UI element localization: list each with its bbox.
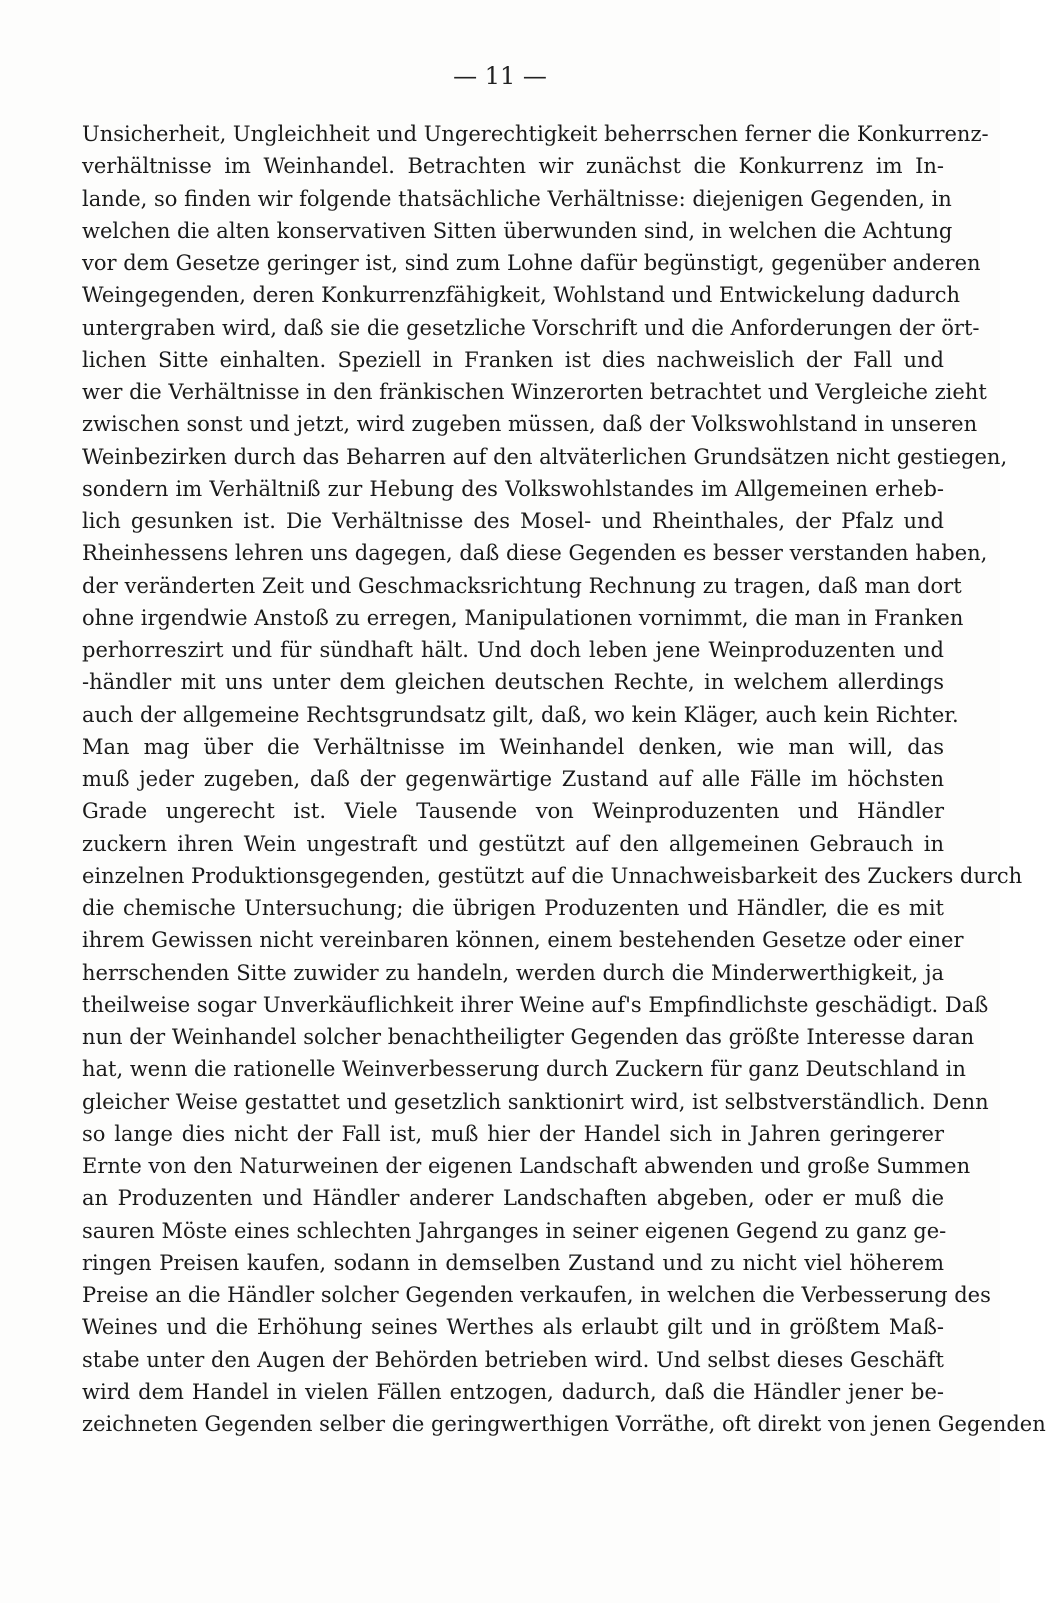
text-line: untergraben wird, daß sie die gesetzliche Vorschrift und die Anforderungen der ört- <box>82 315 980 340</box>
text-line: Weines und die Erhöhung seines Werthes als erlaubt gilt und in größtem Maß- <box>82 1315 944 1340</box>
text-line: welchen die alten konservativen Sitten überwunden sind, in welchen die Achtung <box>82 218 953 243</box>
text-line: lichen Sitte einhalten. Speziell in Franken ist dies nachweislich der Fall und <box>82 347 944 372</box>
text-line: zuckern ihren Wein ungestraft und gestützt auf den allgemeinen Gebrauch in <box>82 831 944 856</box>
text-line: Weinbezirken durch das Beharren auf den altväterlichen Grundsätzen nicht gestiegen, <box>82 444 1008 469</box>
text-line: Unsicherheit, Ungleichheit und Ungerechtigkeit beherrschen ferner die Konkurrenz- <box>82 122 989 146</box>
text-line: Weingegenden, deren Konkurrenzfähigkeit, Wohlstand und Entwickelung dadurch <box>82 283 960 308</box>
text-line: Ernte von den Naturweinen der eigenen Landschaft abwenden und große Summen <box>82 1154 971 1178</box>
text-line: -händler mit uns unter dem gleichen deutschen Rechte, in welchem allerdings <box>82 670 944 695</box>
text-line: Preise an die Händler solcher Gegenden verkaufen, in welchen die Verbesserung des <box>82 1283 991 1307</box>
text-line: stabe unter den Augen der Behörden betrieben wird. Und selbst dieses Geschäft <box>82 1347 944 1372</box>
page-number-header: — 11 — <box>453 62 547 90</box>
text-line: lande, so finden wir folgende thatsächliche Verhältnisse: diejenigen Gegenden, in <box>82 186 952 211</box>
text-line: zwischen sonst und jetzt, wird zugeben müssen, daß der Volkswohlstand in unseren <box>82 412 978 437</box>
text-line: vor dem Gesetze geringer ist, sind zum Lohne dafür begünstigt, gegenüber anderen <box>82 251 981 275</box>
text-line: einzelnen Produktionsgegenden, gestützt auf die Unnachweisbarkeit des Zuckers durch <box>82 863 1023 888</box>
text-line: ringen Preisen kaufen, sodann in demselben Zustand und zu nicht viel höherem <box>82 1250 944 1275</box>
text-line: der veränderten Zeit und Geschmacksrichtung Rechnung zu tragen, daß man dort <box>82 573 962 598</box>
text-line: auch der allgemeine Rechtsgrundsatz gilt, daß, wo kein Kläger, auch kein Richter. <box>82 702 959 727</box>
text-line: wird dem Handel in vielen Fällen entzogen, dadurch, daß die Händler jener be- <box>82 1379 944 1404</box>
text-line: nun der Weinhandel solcher benachtheiligter Gegenden das größte Interesse daran <box>82 1025 975 1049</box>
text-line: lich gesunken ist. Die Verhältnisse des Mosel- und Rheinthales, der Pfalz und <box>82 509 944 533</box>
text-line: muß jeder zugeben, daß der gegenwärtige Zustand auf alle Fälle im höchsten <box>82 767 944 791</box>
text-line: zeichneten Gegenden selber die geringwerthigen Vorräthe, oft direkt von jenen Gegenden <box>82 1412 1046 1436</box>
text-line: sauren Möste eines schlechten Jahrganges in seiner eigenen Gegend zu ganz ge- <box>82 1218 947 1243</box>
text-line: perhorreszirt und für sündhaft hält. Und doch leben jene Weinproduzenten und <box>82 638 944 662</box>
text-line: herrschenden Sitte zuwider zu handeln, werden durch die Minderwerthigkeit, ja <box>82 960 944 985</box>
text-line: Man mag über die Verhältnisse im Weinhandel denken, wie man will, das <box>82 734 944 759</box>
text-line: theilweise sogar Unverkäuflichkeit ihrer Weine auf's Empfindlichste geschädigt. Daß <box>82 992 989 1017</box>
text-line: gleicher Weise gestattet und gesetzlich sanktionirt wird, ist selbstverständlich. Denn <box>82 1089 989 1114</box>
text-line: sondern im Verhältniß zur Hebung des Volkswohlstandes im Allgemeinen erheb- <box>82 476 944 501</box>
text-line: verhältnisse im Weinhandel. Betrachten wir zunächst die Konkurrenz im In- <box>82 154 944 179</box>
text-line: ohne irgendwie Anstoß zu erregen, Manipulationen vornimmt, die man in Franken <box>82 605 964 630</box>
text-line: Grade ungerecht ist. Viele Tausende von Weinproduzenten und Händler <box>82 799 944 824</box>
text-line: ihrem Gewissen nicht vereinbaren können, einem bestehenden Gesetze oder einer <box>82 928 964 953</box>
text-line: an Produzenten und Händler anderer Landschaften abgeben, oder er muß die <box>82 1186 944 1211</box>
body-text <box>82 118 1046 1440</box>
text-line: wer die Verhältnisse in den fränkischen Winzerorten betrachtet und Vergleiche zieht <box>82 380 987 404</box>
text-line: Rheinhessens lehren uns dagegen, daß diese Gegenden es besser verstanden haben, <box>82 541 988 566</box>
text-line: die chemische Untersuchung; die übrigen Produzenten und Händler, die es mit <box>82 896 944 920</box>
text-line: hat, wenn die rationelle Weinverbesserung durch Zuckern für ganz Deutschland in <box>82 1057 966 1082</box>
text-line: so lange dies nicht der Fall ist, muß hier der Handel sich in Jahren geringerer <box>82 1121 944 1146</box>
